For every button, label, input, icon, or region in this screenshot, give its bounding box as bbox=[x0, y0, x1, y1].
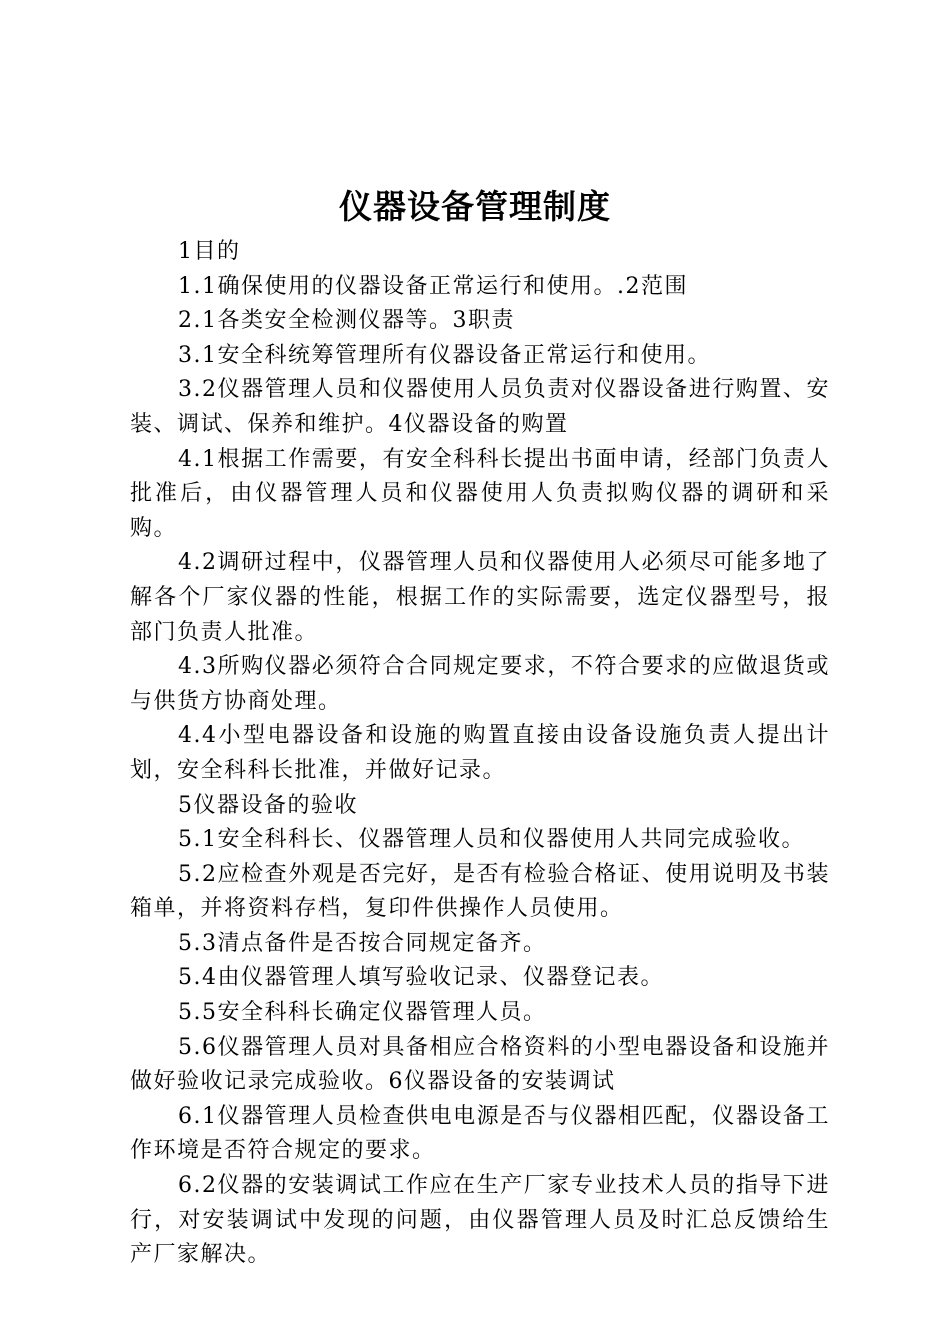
paragraph-1: 1目的 bbox=[178, 239, 241, 264]
paragraph-12: 5.2应检查外观是否完好，是否有检验合格证、使用说明及书装箱单，并将资料存档，复印件供操作人员使用。 bbox=[130, 861, 830, 922]
paragraph-10: 5仪器设备的验收 bbox=[178, 792, 358, 818]
paragraph-8: 4.3所购仪器必须符合合同规定要求，不符合要求的应做退货或与供货方协商处理。 bbox=[130, 654, 830, 714]
paragraph-14: 5.4由仪器管理人填写验收记录、仪器登记表。 bbox=[178, 965, 664, 991]
document-body bbox=[130, 235, 830, 1273]
paragraph-15: 5.5安全科科长确定仪器管理人员。 bbox=[178, 1000, 547, 1026]
paragraph-7: 4.2调研过程中，仪器管理人员和仪器使用人必须尽可能多地了解各个厂家仪器的性能，根据工作的实际需要，选定仪器型号，报部门负责人批准。 bbox=[130, 550, 830, 645]
paragraph-2: 1.1确保使用的仪器设备正常运行和使用。.2范围 bbox=[178, 273, 688, 299]
paragraph-18: 6.2仪器的安装调试工作应在生产厂家专业技术人员的指导下进行，对安装调试中发现的问题，由仪器管理人员及时汇总反馈给生产厂家解决。 bbox=[130, 1173, 830, 1268]
paragraph-9: 4.4小型电器设备和设施的购置直接由设备设施负责人提出计划，安全科科长批准，并做好记录。 bbox=[130, 723, 830, 783]
paragraph-4: 3.1安全科统筹管理所有仪器设备正常运行和使用。 bbox=[178, 342, 711, 368]
paragraph-11: 5.1安全科科长、仪器管理人员和仪器使用人共同完成验收。 bbox=[178, 827, 805, 853]
paragraph-13: 5.3清点备件是否按合同规定备齐。 bbox=[178, 930, 547, 956]
paragraph-6: 4.1根据工作需要，有安全科科长提出书面申请，经部门负责人批准后，由仪器管理人员和仪器使用人负责拟购仪器的调研和采购。 bbox=[130, 446, 830, 541]
paragraph-16: 5.6仪器管理人员对具备相应合格资料的小型电器设备和设施并做好验收记录完成验收。6仪器设备的安装调试 bbox=[130, 1034, 830, 1095]
paragraph-5: 3.2仪器管理人员和仪器使用人员负责对仪器设备进行购置、安装、调试、保养和维护。4仪器设备的购置 bbox=[130, 377, 830, 437]
paragraph-3: 2.1各类安全检测仪器等。3职责 bbox=[178, 308, 515, 334]
document-title: 仪器设备管理制度 bbox=[339, 187, 611, 226]
paragraph-17: 6.1仪器管理人员检查供电电源是否与仪器相匹配，仪器设备工作环境是否符合规定的要求。 bbox=[130, 1103, 830, 1164]
